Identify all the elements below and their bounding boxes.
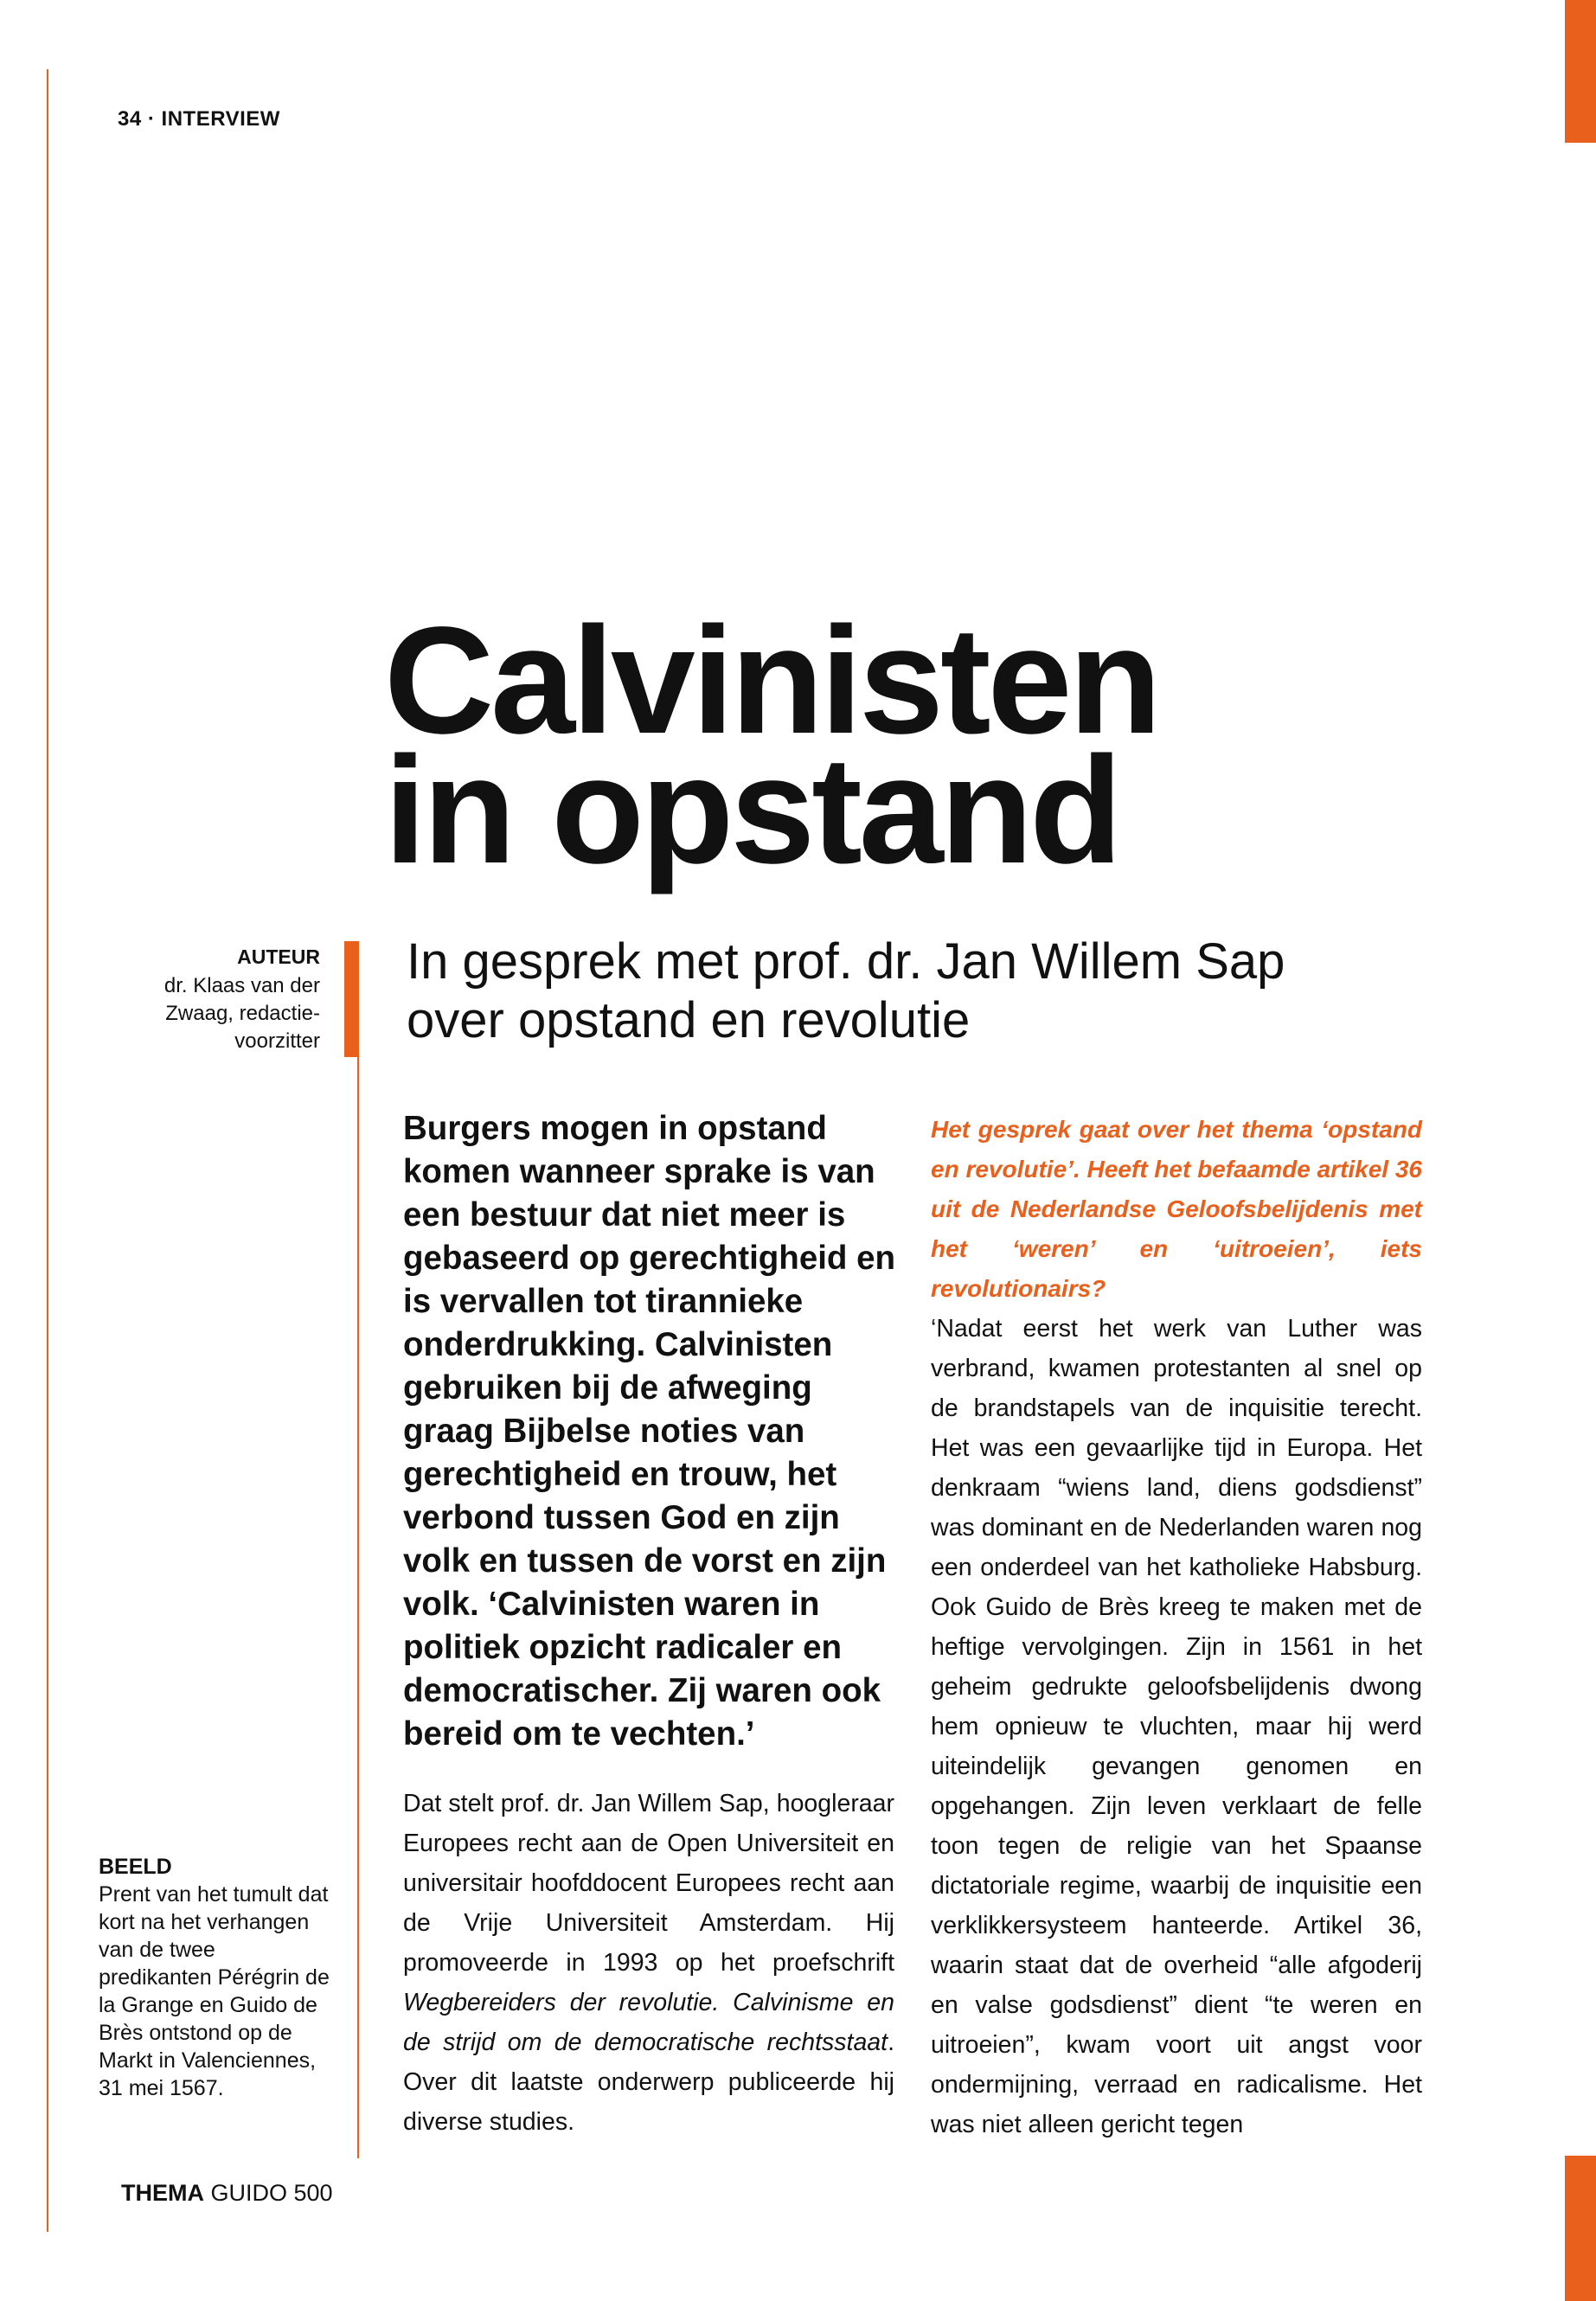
edge-tab-top bbox=[1565, 0, 1596, 143]
dissertation-title: Wegbereiders der revolutie. Calvinisme en de strijd om de democratische rechtsstaat bbox=[403, 1989, 894, 2056]
page-number: 34 bbox=[118, 107, 142, 131]
footer-bold: THEMA bbox=[121, 2180, 204, 2206]
article-title bbox=[384, 596, 1158, 895]
sidebar-divider-rule bbox=[357, 995, 359, 2158]
author-label: AUTEUR bbox=[237, 945, 320, 968]
separator: · bbox=[147, 107, 156, 131]
running-head bbox=[118, 107, 280, 131]
body-column-2 bbox=[931, 1110, 1422, 2144]
body-column-1 bbox=[403, 1784, 894, 2142]
interview-question: Het gesprek gaat over het thema ‘opstand en revolutie’. Heeft het befaamde artikel 36 uit de Nederlandse Geloofsbelijdenis met het ‘weren’ en ‘uitroeien’, iets revolutionairs? bbox=[931, 1116, 1422, 1302]
left-margin-rule bbox=[47, 69, 48, 2232]
column1-text-before: Dat stelt prof. dr. Jan Willem Sap, hoogleraar Europees recht aan de Open Universiteit en universitair hoofddocent Europees recht aan de Vrije Universiteit Amsterdam. Hij promoveerde in 1993 op het proefschrift bbox=[403, 1790, 894, 1977]
title-line-1: Calvinisten bbox=[384, 596, 1158, 766]
footer-rest: GUIDO 500 bbox=[210, 2180, 333, 2206]
article-subtitle: In gesprek met prof. dr. Jan Willem Sap over opstand en revolutie bbox=[407, 933, 1285, 1048]
edge-tab-bottom bbox=[1565, 2156, 1596, 2301]
lead-paragraph: Burgers mogen in opstand komen wanneer sprake is van een bestuur dat niet meer is gebaseerd op gerechtigheid en is vervallen tot tirannieke onderdrukking. Calvinisten gebruiken bij de afweging graag Bijbelse noties van gerechtigheid en trouw, het verbond tussen God en zijn volk en tussen de vorst en zijn volk. ‘Calvinisten waren in politiek opzicht radicaler en democratischer. Zij waren ook bereid om te vechten.’ bbox=[403, 1110, 896, 1753]
author-text: dr. Klaas van der Zwaag, redactie-voorzitter bbox=[163, 974, 320, 1053]
subtitle-accent-bar bbox=[344, 941, 359, 1057]
section-label: INTERVIEW bbox=[161, 107, 280, 131]
image-credit-label: BEELD bbox=[99, 1855, 172, 1879]
interview-answer: ‘Nadat eerst het werk van Luther was verbrand, kwamen protestanten al snel op de brandstapels van de inquisitie terecht. Het was een gevaarlijke tijd in Europa. Het denkraam “wiens land, diens godsdienst” was dominant en de Nederlanden waren nog een onderdeel van het katholieke Habsburg. Ook Guido de Brès kreeg te maken met de heftige vervolgingen. Zijn in 1561 in het geheim gedrukte geloofsbelijdenis dwong hem opnieuw te vluchten, maar hij werd uiteindelijk gevangen genomen en opgehangen. Zijn leven verklaart de felle toon tegen de religie van het Spaanse dictatoriale regime, waarbij de inquisitie een verklikkersysteem hanteerde. Artikel 36, waarin staat dat de overheid “alle afgoderij en valse godsdienst” dient “te weren en uitroeien”, kwam voort uit angst voor ondermijning, verraad en radicalisme. Het was niet alleen gericht tegen bbox=[931, 1315, 1422, 2138]
footer bbox=[121, 2180, 333, 2207]
title-line-2: in opstand bbox=[384, 726, 1119, 895]
column1-text-after: . Over dit laatste onderwerp publiceerde hij diverse studies. bbox=[403, 2029, 894, 2136]
image-caption: Prent van het tumult dat kort na het verhangen van de twee predikanten Pérégrin de la Grange en Guido de Brès ontstond op de Markt in Valenciennes, 31 mei 1567. bbox=[99, 1882, 330, 2100]
